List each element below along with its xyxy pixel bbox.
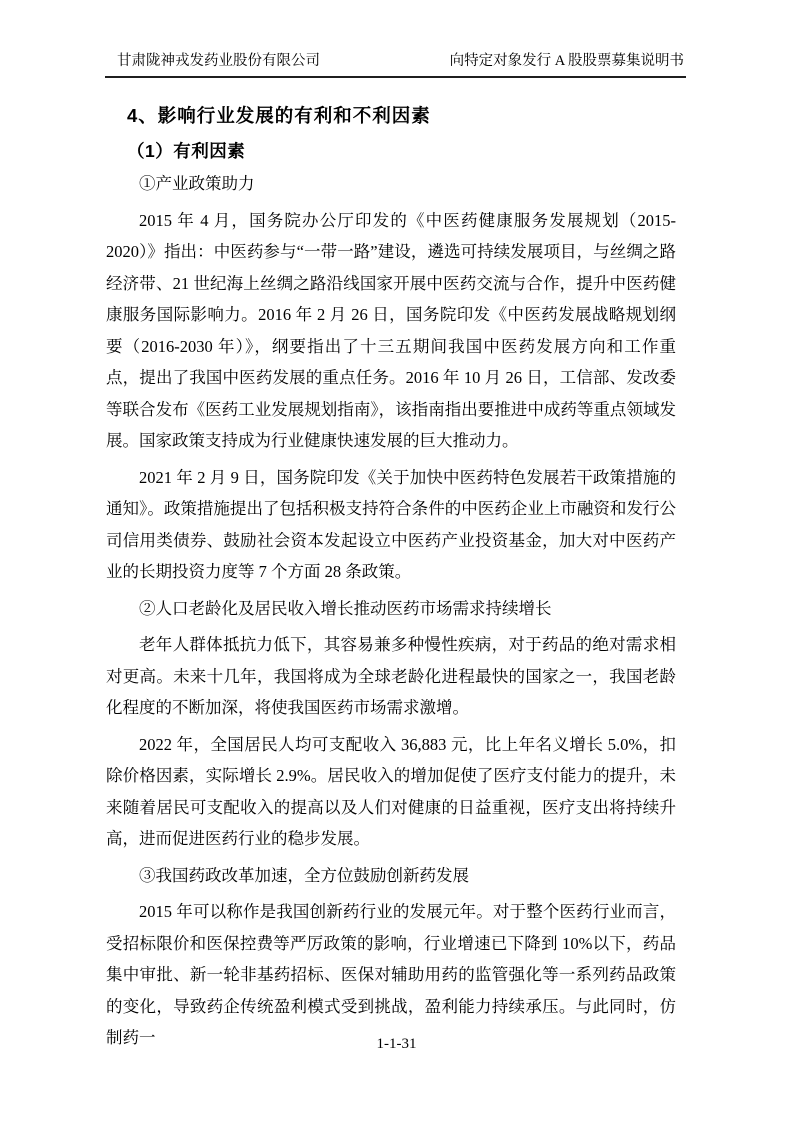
point-heading-industry-policy: ①产业政策助力: [139, 174, 255, 193]
header-company-name: 甘肃陇神戎发药业股份有限公司: [117, 53, 320, 69]
point-heading-aging-population: ②人口老龄化及居民收入增长推动医药市场需求持续增长: [139, 598, 552, 618]
paragraph-income-2022: 2022 年，全国居民人均可支配收入 36,883 元，比上年名义增长 5.0%，扣除价格因素，实际增长 2.9%。居民收入的增加促使了医疗支付能力的提升，未来随着居民可支配收入的提高以及人们对健康的日益重视，医疗支出将持续升高，进而促进医药行业的稳步发展。: [106, 734, 676, 848]
page-number: 1-1-31: [376, 1036, 417, 1052]
section-heading-factors: 4、影响行业发展的有利和不利因素: [127, 105, 431, 126]
point-heading-drug-reform: ③我国药政改革加速，全方位鼓励创新药发展: [139, 865, 469, 885]
subsection-heading-favorable-factors: （1）有利因素: [127, 141, 246, 161]
document-body: [106, 86, 676, 1054]
page-footer: [0, 1034, 793, 1054]
page-header: [105, 52, 686, 78]
paragraph-policy-2015-2016: 2015 年 4 月，国务院办公厅印发的《中医药健康服务发展规划（2015-2020）》指出：中医药参与“一带一路”建设，遴选可持续发展项目，与丝绸之路经济带、21 世纪海上丝绸之路沿线国家开展中医药交流与合作，提升中医药健康服务国际影响力。2016 年 2 月 26 日，国务院印发《中医药发展战略规划纲要（2016-2030 年）》，纲要指出了十三五期间我国中医药发展方向和工作重点，提出了我国中医药发展的重点任务。2016 年 10 月 26 日，工信部、发改委等联合发布《医药工业发展规划指南》，该指南指出要推进中成药等重点领域发展。国家政策支持成为行业健康快速发展的巨大推动力。: [106, 210, 676, 450]
paragraph-innovation-drugs-2015: 2015 年可以称作是我国创新药行业的发展元年。对于整个医药行业而言，受招标限价和医保控费等严厉政策的影响，行业增速已下降到 10%以下，药品集中审批、新一轮非基药招标、医保对辅助用药的监管强化等一系列药品政策的变化，导致药企传统盈利模式受到挑战，盈利能力持续承压。与此同时，仿制药一: [106, 902, 676, 1047]
paragraph-aging-demand: 老年人群体抵抗力低下，其容易兼多种慢性疾病，对于药品的绝对需求相对更高。未来十几年，我国将成为全球老龄化进程最快的国家之一，我国老龄化程度的不断加深，将使我国医药市场需求激增。: [106, 635, 676, 717]
header-doc-title: 向特定对象发行 A 股股票募集说明书: [449, 53, 684, 69]
paragraph-policy-2021: 2021 年 2 月 9 日，国务院印发《关于加快中医药特色发展若干政策措施的通知》。政策措施提出了包括积极支持符合条件的中医药企业上市融资和发行公司信用类债券、鼓励社会资本发起设立中医药产业投资基金，加大对中医药产业的长期投资力度等 7 个方面 28 条政策。: [106, 467, 676, 581]
